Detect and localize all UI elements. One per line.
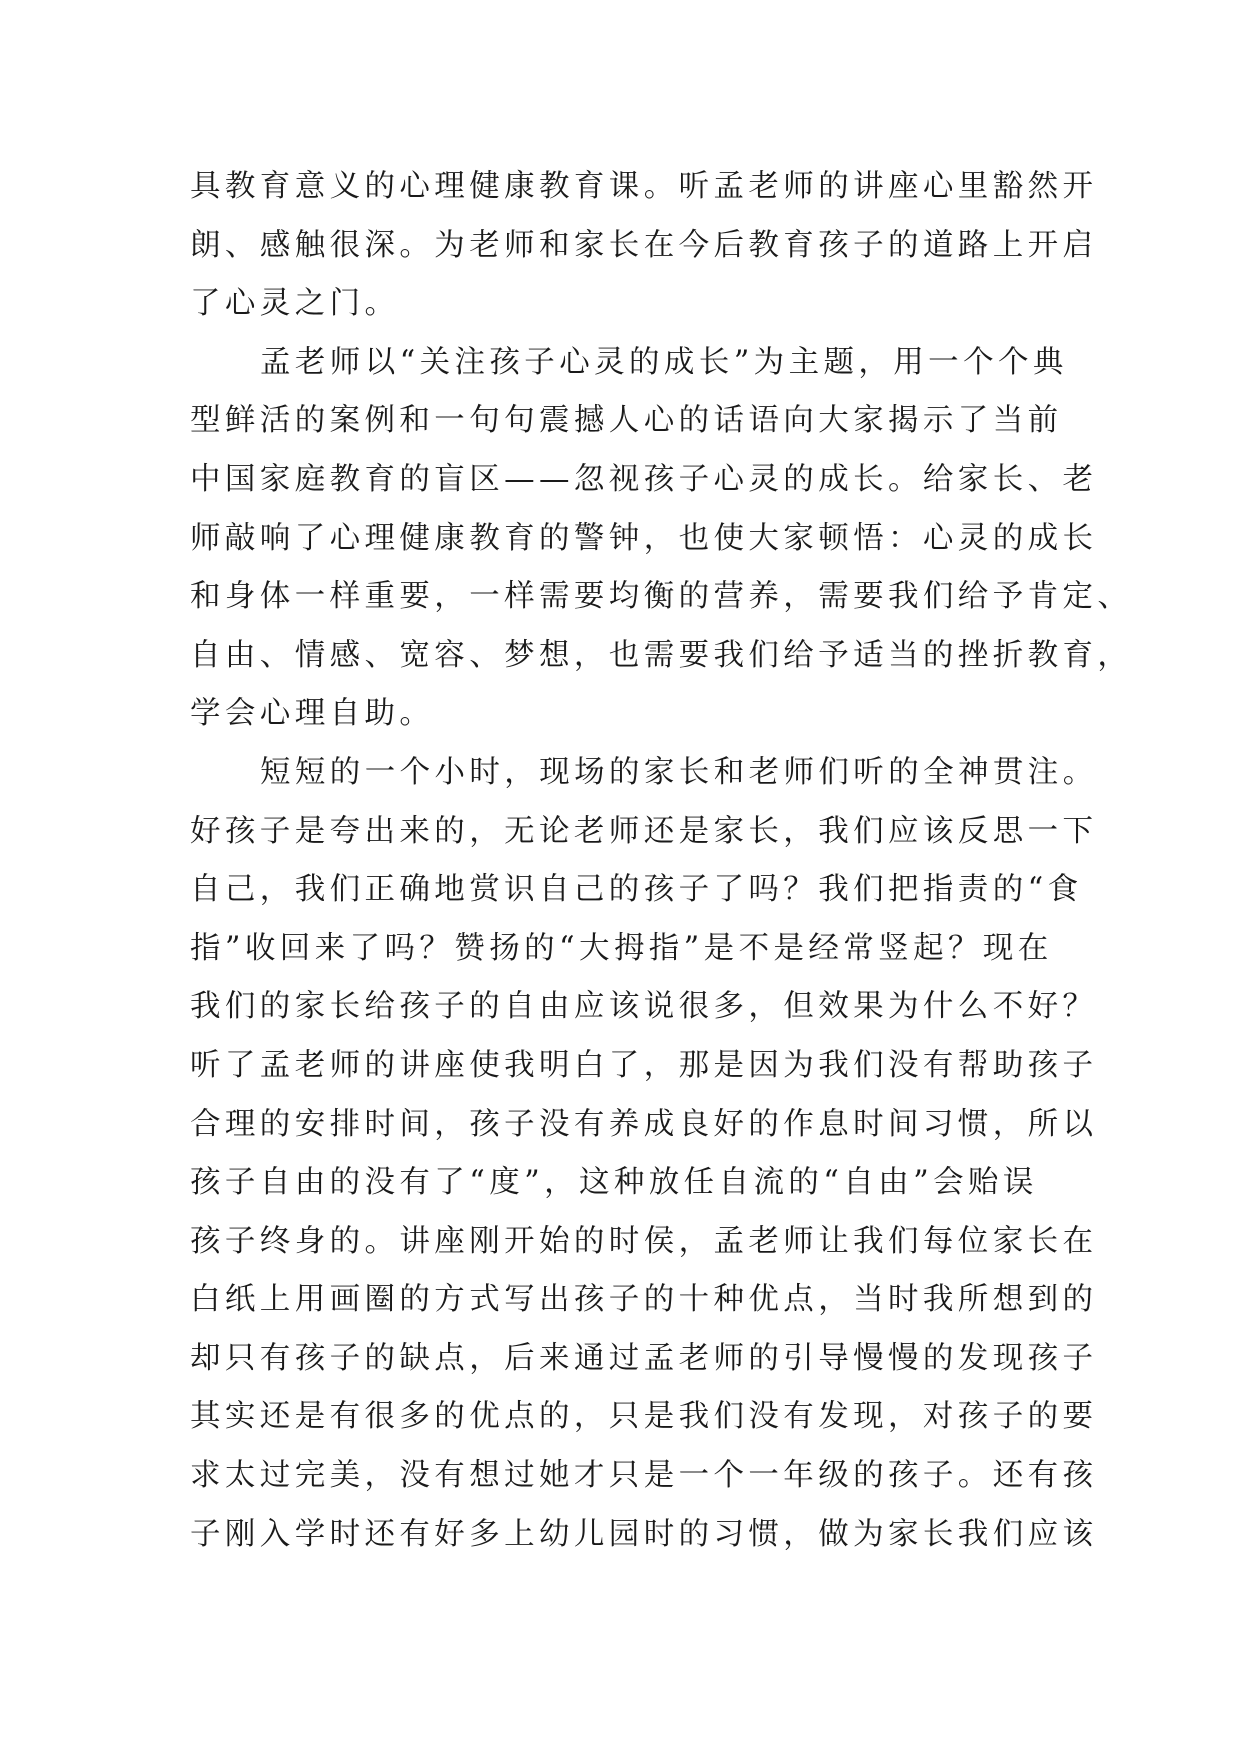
text-line: 求太过完美，没有想过她才只是一个一年级的孩子。还有孩 bbox=[190, 1458, 1098, 1494]
body-text bbox=[190, 158, 1133, 1564]
text-line: 短短的一个小时，现场的家长和老师们听的全神贯注。 bbox=[260, 754, 1098, 790]
text-line: 其实还是有很多的优点的，只是我们没有发现，对孩子的要 bbox=[190, 1399, 1098, 1435]
text-line: 孩子自由的没有了“度”，这种放任自流的“自由”会贻误 bbox=[190, 1165, 1038, 1201]
text-line: 好孩子是夸出来的，无论老师还是家长，我们应该反思一下 bbox=[190, 813, 1098, 849]
text-line: 朗、感触很深。为老师和家长在今后教育孩子的道路上开启 bbox=[190, 227, 1098, 263]
text-line: 自己，我们正确地赏识自己的孩子了吗？我们把指责的“食 bbox=[190, 872, 1083, 908]
text-line: 子刚入学时还有好多上幼儿园时的习惯，做为家长我们应该 bbox=[190, 1516, 1098, 1552]
text-line: 具教育意义的心理健康教育课。听孟老师的讲座心里豁然开 bbox=[190, 169, 1098, 204]
text-line: 孩子终身的。讲座刚开始的时侯，孟老师让我们每位家长在 bbox=[190, 1223, 1098, 1259]
text-line: 中国家庭教育的盲区——忽视孩子心灵的成长。给家长、老 bbox=[190, 461, 1098, 497]
text-line: 了心灵之门。 bbox=[190, 286, 400, 322]
text-line: 白纸上用画圈的方式写出孩子的十种优点，当时我所想到的 bbox=[190, 1282, 1098, 1318]
text-line: 合理的安排时间，孩子没有养成良好的作息时间习惯，所以 bbox=[190, 1106, 1098, 1142]
text-line: 孟老师以“关注孩子心灵的成长”为主题，用一个个典 bbox=[260, 344, 1068, 380]
text-line: 听了孟老师的讲座使我明白了，那是因为我们没有帮助孩子 bbox=[190, 1047, 1098, 1083]
text-line: 自由、情感、宽容、梦想，也需要我们给予适当的挫折教育， bbox=[190, 637, 1133, 673]
text-line: 却只有孩子的缺点，后来通过孟老师的引导慢慢的发现孩子 bbox=[190, 1340, 1098, 1376]
text-line: 师敲响了心理健康教育的警钟，也使大家顿悟：心灵的成长 bbox=[190, 520, 1098, 556]
text-line: 我们的家长给孩子的自由应该说很多，但效果为什么不好？ bbox=[190, 989, 1098, 1025]
text-line: 学会心理自助。 bbox=[190, 696, 435, 732]
text-line: 和身体一样重要，一样需要均衡的营养，需要我们给予肯定、 bbox=[190, 579, 1133, 615]
text-line: 指”收回来了吗？赞扬的“大拇指”是不是经常竖起？现在 bbox=[190, 930, 1053, 966]
text-line: 型鲜活的案例和一句句震撼人心的话语向大家揭示了当前 bbox=[190, 403, 1063, 439]
